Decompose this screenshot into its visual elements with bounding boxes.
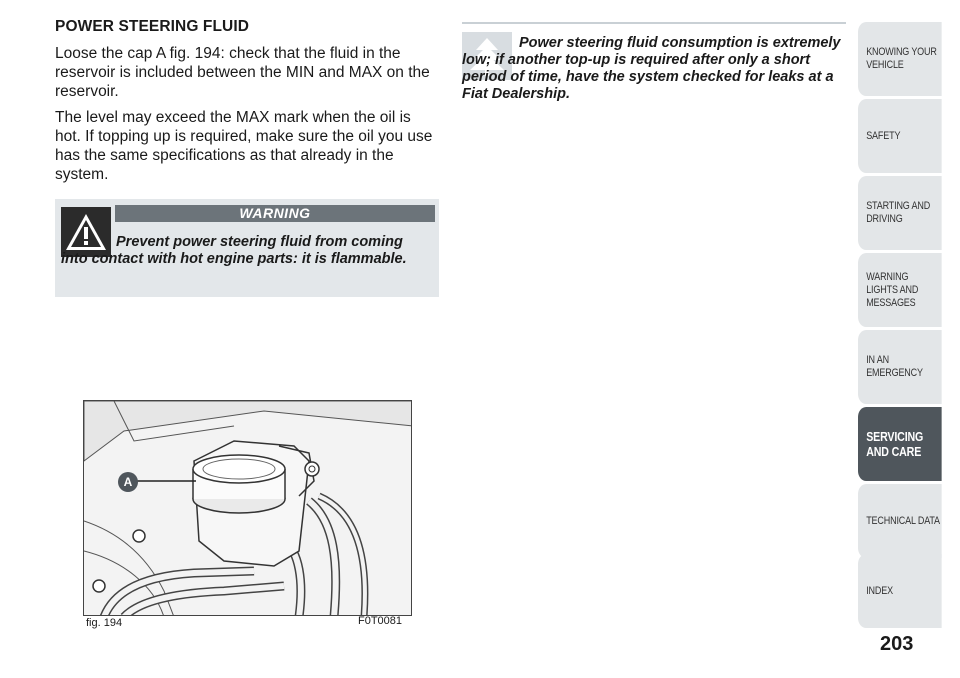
tab-warning-lights[interactable] [858,253,942,327]
warning-heading: WARNING [115,205,435,222]
tab-servicing-and-care[interactable] [858,407,942,481]
tab-label: SERVICING AND CARE [866,429,924,459]
section-title: POWER STEERING FLUID [55,18,250,35]
tab-label: KNOWING YOUR VEHICLE [866,46,937,71]
tab-index[interactable] [858,554,942,628]
figure-label: fig. 194 [86,617,123,629]
tab-knowing-your-vehicle[interactable] [858,22,942,96]
note-text: Power steering fluid consumption is extremely low; if another top-up is required after only a short period of time, have the system checked for leaks at a Fiat Dealership. [462,35,841,102]
paragraph-topping-up: The level may exceed the MAX mark when the oil is hot. If topping up is required, make sure the oil you use has the same specifications as that already in the system. [55,109,433,183]
tab-label: TECHNICAL DATA [866,514,940,527]
tab-label: SAFETY [866,129,901,142]
tab-label: WARNING LIGHTS AND MESSAGES [866,270,919,309]
warning-box [55,199,439,297]
callout-marker-a [118,472,138,492]
callout-label: A [123,475,133,489]
figure-code: F0T0081 [358,615,403,627]
page-number: 203 [880,633,914,655]
warning-text: Prevent power steering fluid from coming into contact with hot engine parts: it is flammable. [61,234,407,267]
tab-label: INDEX [866,584,893,597]
tab-in-an-emergency[interactable] [858,330,942,404]
figure-image [83,400,412,616]
main-column [55,18,440,191]
note-divider [462,22,846,24]
tab-technical-data[interactable] [858,484,942,558]
paragraph-check-level: Loose the cap A fig. 194: check that the fluid in the reservoir is included between the MIN and MAX on the reservoir. [55,45,430,100]
tab-label: IN AN EMERGENCY [866,354,923,379]
tab-label: STARTING AND DRIVING [866,200,931,225]
tab-starting-and-driving[interactable] [858,176,942,250]
tab-safety[interactable] [858,99,942,173]
reservoir-illustration [84,401,412,616]
